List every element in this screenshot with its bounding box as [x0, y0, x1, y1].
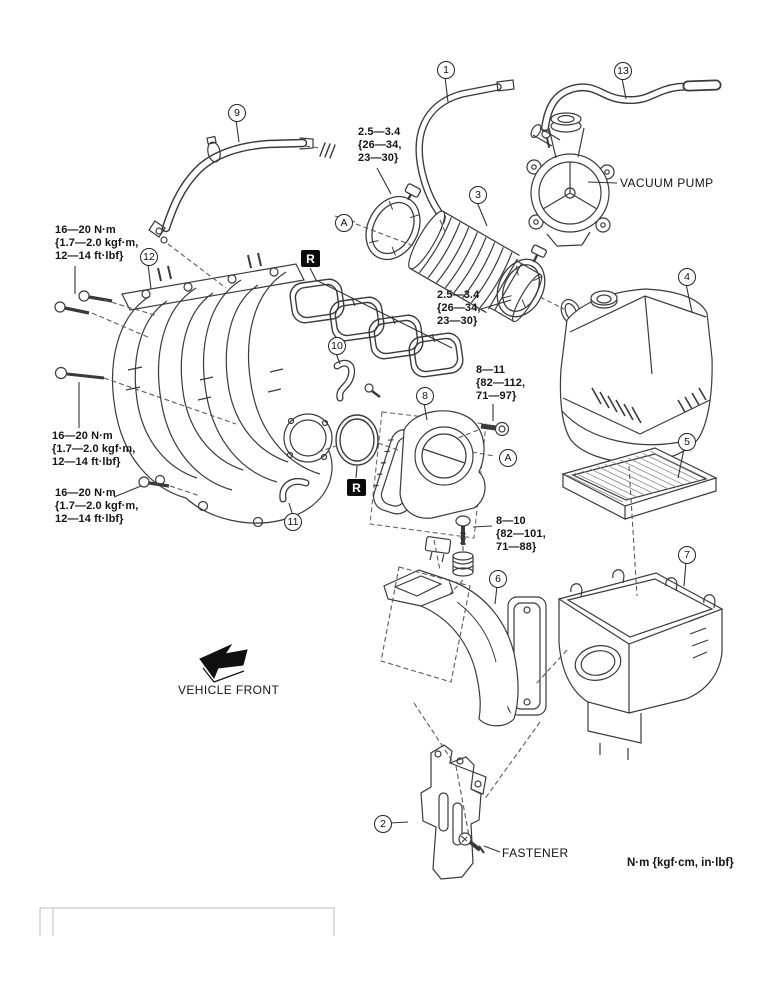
torque-line: 12—14 ft·lbf}: [55, 512, 124, 525]
torque-line: 23—30}: [437, 314, 478, 327]
torque-line: 16—20 N·m: [55, 224, 116, 236]
torque-line: 12—14 ft·lbf}: [55, 249, 124, 262]
torque-line: {26—34,: [358, 138, 402, 151]
callout-1-label: 1: [443, 63, 449, 76]
callout-12: [140, 248, 158, 266]
torque-line: 71—97}: [476, 389, 517, 402]
torque-line: 8—10: [496, 515, 526, 527]
callout-6: [489, 570, 507, 588]
torque-spec-throttle-bolt: [476, 364, 525, 402]
callout-7: [678, 546, 696, 564]
torque-spec-clamp-front: [358, 126, 402, 164]
reuse-mark-r-gaskets: [301, 250, 320, 267]
ref-letter-a-front-label: A: [340, 216, 348, 229]
torque-spec-clamp-rear: [437, 289, 481, 327]
callout-8-label: 8: [422, 389, 428, 402]
callout-11-label: 11: [287, 515, 299, 528]
reuse-mark-r-o-ring-label: R: [352, 480, 361, 495]
callout-5: [678, 433, 696, 451]
air-duct-6-drawing: [384, 570, 546, 726]
ref-letter-a-rear-label: A: [504, 451, 512, 464]
callout-2: [374, 815, 392, 833]
intake-manifold-12-drawing: [113, 250, 332, 527]
callout-9-label: 9: [234, 106, 240, 119]
o-ring-gasket-drawing: [336, 415, 378, 465]
air-cleaner-case-7-drawing: [559, 570, 722, 760]
vehicle-front-label: VEHICLE FRONT: [178, 683, 280, 697]
callout-4-label: 4: [684, 270, 690, 283]
torque-line: {1.7—2.0 kgf·m,: [55, 236, 139, 249]
air-filter-5-drawing: [563, 448, 716, 519]
callout-13: [614, 62, 632, 80]
torque-spec-case-bolt: [496, 515, 546, 553]
callout-8: [416, 387, 434, 405]
torque-line: 2.5—3.4: [437, 289, 480, 301]
bracket-2-drawing: [421, 745, 486, 879]
callout-2-label: 2: [380, 817, 386, 830]
vacuum-pump-drawing: [527, 113, 614, 246]
callout-11: [284, 513, 302, 531]
torque-line: 16—20 N·m: [55, 487, 116, 499]
torque-line: 2.5—3.4: [358, 126, 401, 138]
hose-1: [419, 80, 514, 232]
reuse-mark-r-gaskets-label: R: [306, 251, 315, 266]
torque-line: {1.7—2.0 kgf·m,: [55, 499, 139, 512]
hose-11-drawing: [283, 481, 306, 499]
torque-spec-manifold-middle: [52, 430, 135, 468]
callout-4: [678, 268, 696, 286]
callout-3-label: 3: [475, 188, 481, 201]
callout-7-label: 7: [684, 548, 690, 561]
torque-line: 8—11: [476, 364, 506, 376]
torque-line: {26—34,: [437, 301, 481, 314]
ref-letter-a-front: [335, 214, 353, 232]
callout-12-label: 12: [143, 250, 155, 263]
callout-5-label: 5: [684, 435, 690, 448]
torque-line: 12—14 ft·lbf}: [52, 455, 121, 468]
torque-line: 16—20 N·m: [52, 430, 113, 442]
torque-spec-manifold-upper: [55, 224, 138, 262]
torque-line: 23—30}: [358, 151, 399, 164]
callout-1: [437, 61, 455, 79]
callout-9: [228, 104, 246, 122]
fastener-label: FASTENER: [502, 846, 569, 860]
torque-line: 71—88}: [496, 540, 537, 553]
torque-line: {1.7—2.0 kgf·m,: [52, 442, 136, 455]
callout-3: [469, 186, 487, 204]
reuse-mark-r-o-ring: [347, 479, 366, 496]
torque-spec-manifold-lower: [55, 487, 138, 525]
hose-clamp-rear-drawing: [488, 238, 560, 325]
hose-10-drawing: [337, 363, 352, 398]
torque-line: {82—112,: [476, 376, 526, 389]
units-note: N·m {kgf·cm, in·lbf}: [627, 857, 734, 869]
vehicle-front-arrow-icon: [200, 645, 247, 682]
vacuum-pump-label: VACUUM PUMP: [620, 176, 714, 190]
torque-line: {82—101,: [496, 527, 546, 540]
table-corner: [40, 908, 335, 936]
callout-10: [328, 337, 346, 355]
callout-13-label: 13: [617, 64, 629, 77]
hose-9: [149, 136, 335, 237]
callout-6-label: 6: [495, 572, 501, 585]
callout-10-label: 10: [331, 339, 343, 352]
ref-letter-a-rear: [499, 449, 517, 467]
